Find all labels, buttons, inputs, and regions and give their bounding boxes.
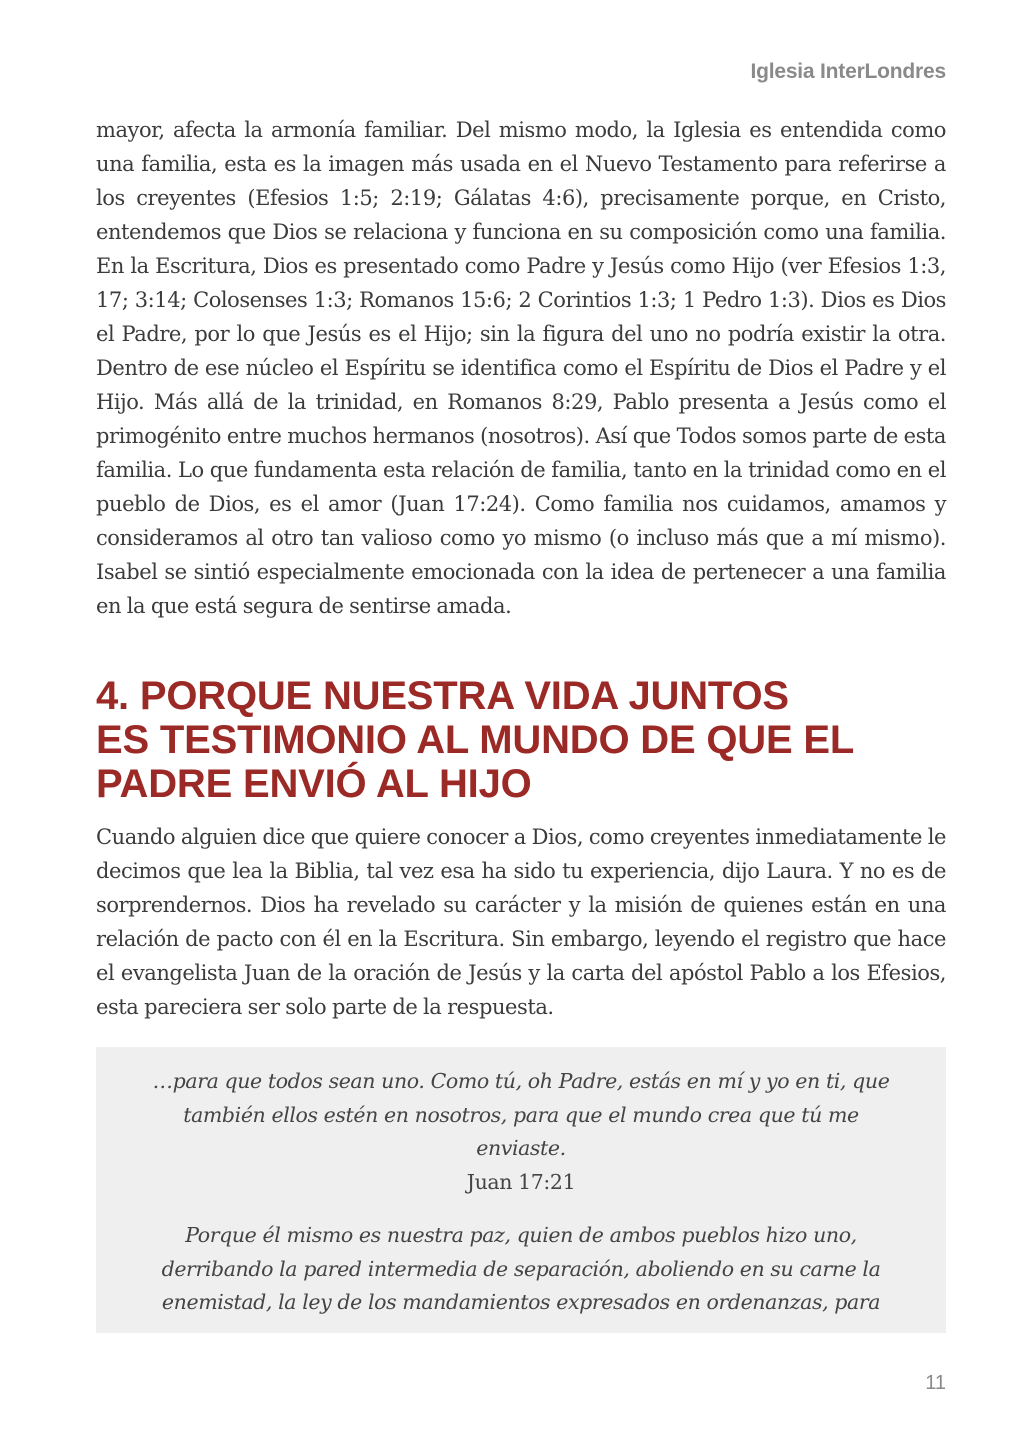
quote-reference-1: Juan 17:21 <box>466 1169 576 1194</box>
section-heading-line-3: PADRE ENVIÓ AL HIJO <box>96 762 532 806</box>
section-heading <box>96 674 946 806</box>
quote-text-1: …para que todos sean uno. Como tú, oh Padre, estás en mí y yo en ti, que también ellos estén en nosotros, para que el mundo crea que tú me enviaste. <box>152 1069 890 1160</box>
section-heading-line-1: 4. PORQUE NUESTRA VIDA JUNTOS <box>96 674 789 718</box>
body-paragraph-2: Cuando alguien dice que quiere conocer a Dios, como creyentes inmediatamente le decimos que lea la Biblia, tal vez esa ha sido tu experiencia, dijo Laura. Y no es de sorprendernos. Dios ha revelado su carácter y la misión de quienes están en una relación de pacto con él en la Escritura. Sin embargo, leyendo el registro que hace el evangelista Juan de la oración de Jesús y la carta del apóstol Pablo a los Efesios, esta pareciera ser solo parte de la respuesta. <box>96 825 946 1019</box>
body-paragraph-1: mayor, afecta la armonía familiar. Del mismo modo, la Iglesia es entendida como una familia, esta es la imagen más usada en el Nuevo Testamento para referirse a los creyentes (Efesios 1:5; 2:19; Gálatas 4:6), precisamente porque, en Cristo, entendemos que Dios se relaciona y funciona en su composición como una familia. En la Escritura, Dios es presentado como Padre y Jesús como Hijo (ver Efesios 1:3, 17; 3:14; Colosenses 1:3; Romanos 15:6; 2 Corintios 1:3; 1 Pedro 1:3). Dios es Dios el Padre, por lo que Jesús es el Hijo; sin la figura del uno no podría existir la otra. Dentro de ese núcleo el Espíritu se identifica como el Espíritu de Dios el Padre y el Hijo. Más allá de la trinidad, en Romanos 8:29, Pablo presenta a Jesús como el primogénito entre muchos hermanos (nosotros). Así que Todos somos parte de esta familia. Lo que fundamenta esta relación de familia, tanto en la trinidad como en el pueblo de Dios, es el amor (Juan 17:24). Como familia nos cuidamos, amamos y consideramos al otro tan valioso como yo mismo (o incluso más que a mí mismo). Isabel se sintió especialmente emocionada con la idea de pertenecer a una familia en la que está segura de sentirse amada. <box>96 118 946 618</box>
page-number: 11 <box>925 1372 946 1394</box>
scripture-quote-box <box>96 1047 946 1333</box>
section-heading-line-2: ES TESTIMONIO AL MUNDO DE QUE EL <box>96 718 855 762</box>
header-brand: Iglesia InterLondres <box>750 60 946 83</box>
quote-text-2: Porque él mismo es nuestra paz, quien de ambos pueblos hizo uno, derribando la pared intermedia de separación, aboliendo en su carne la enemistad, la ley de los mandamientos expresados en ordenanzas, para <box>161 1223 881 1314</box>
